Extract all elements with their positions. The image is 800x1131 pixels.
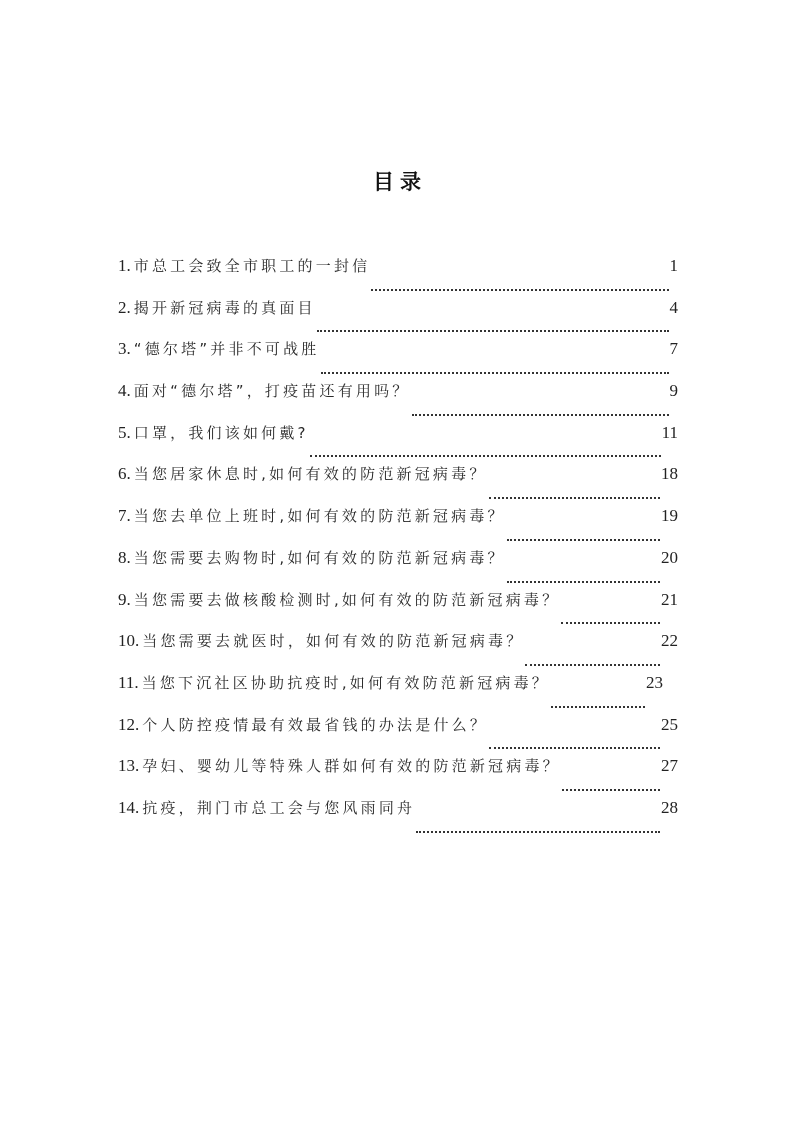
toc-entry-title: 当您下沉社区协助抗疫时,如何有效防范新冠病毒？ bbox=[141, 673, 550, 692]
dot-leader bbox=[525, 651, 660, 671]
toc-entry-page: 18 bbox=[661, 464, 678, 484]
toc-entry-4[interactable] bbox=[118, 379, 678, 421]
toc-entry-title: 当您需要去就医时，如何有效的防范新冠病毒？ bbox=[142, 632, 525, 651]
toc-entry-number: 2. bbox=[118, 297, 131, 317]
dot-leader bbox=[412, 401, 669, 421]
toc-entry-number: 9. bbox=[118, 589, 131, 609]
toc-entry-title: 抗疫，荆门市总工会与您风雨同舟 bbox=[142, 798, 416, 817]
dot-leader bbox=[507, 568, 660, 588]
toc-entry-10[interactable] bbox=[118, 629, 678, 671]
toc-entry-7[interactable] bbox=[118, 504, 678, 546]
toc-entry-12[interactable] bbox=[118, 713, 678, 755]
toc-entry-title: 当您去单位上班时,如何有效的防范新冠病毒？ bbox=[133, 507, 506, 526]
toc-entry-5[interactable] bbox=[118, 421, 678, 463]
dot-leader bbox=[310, 442, 661, 462]
dot-leader bbox=[561, 609, 660, 629]
toc-entry-page: 19 bbox=[661, 506, 678, 526]
toc-entry-title: 揭开新冠病毒的真面目 bbox=[133, 298, 316, 317]
toc-entry-page: 11 bbox=[661, 422, 678, 442]
toc-entry-9[interactable] bbox=[118, 588, 678, 630]
toc-entry-number: 10. bbox=[118, 631, 140, 651]
toc-entry-page: 28 bbox=[661, 797, 678, 817]
toc-entry-page: 21 bbox=[661, 589, 678, 609]
toc-entry-page: 7 bbox=[669, 339, 678, 359]
toc-entry-page: 22 bbox=[661, 631, 678, 651]
toc-entry-8[interactable] bbox=[118, 546, 678, 588]
toc-entry-number: 6. bbox=[118, 464, 131, 484]
toc-entry-number: 5. bbox=[118, 422, 131, 442]
table-of-contents bbox=[118, 254, 678, 838]
dot-leader bbox=[489, 484, 660, 504]
dot-leader bbox=[416, 818, 660, 838]
toc-title: 目录 bbox=[373, 170, 427, 194]
toc-entry-title: 当您居家休息时,如何有效的防范新冠病毒？ bbox=[133, 465, 488, 484]
dot-leader bbox=[551, 693, 645, 713]
toc-entry-1[interactable] bbox=[118, 254, 678, 296]
toc-entry-title: 面对“德尔塔”，打疫苗还有用吗？ bbox=[133, 382, 411, 401]
dot-leader bbox=[317, 317, 669, 337]
toc-entry-number: 12. bbox=[118, 714, 140, 734]
dot-leader bbox=[507, 526, 660, 546]
toc-entry-2[interactable] bbox=[118, 296, 678, 338]
toc-entry-title: 市总工会致全市职工的一封信 bbox=[133, 257, 371, 275]
toc-entry-title: 口罩，我们该如何戴? bbox=[133, 423, 309, 442]
toc-entry-page: 1 bbox=[669, 256, 678, 275]
toc-entry-page: 4 bbox=[669, 297, 678, 317]
dot-leader bbox=[489, 734, 660, 754]
toc-entry-title: 个人防控疫情最有效最省钱的办法是什么？ bbox=[142, 715, 489, 734]
toc-entry-page: 23 bbox=[646, 672, 663, 692]
toc-entry-14[interactable] bbox=[118, 796, 678, 838]
toc-entry-title: 当您需要去做核酸检测时,如何有效的防范新冠病毒？ bbox=[133, 590, 561, 609]
toc-entry-number: 1. bbox=[118, 256, 131, 275]
dot-leader bbox=[371, 276, 668, 296]
toc-entry-title: “德尔塔”并非不可战胜 bbox=[133, 340, 320, 359]
toc-entry-number: 7. bbox=[118, 506, 131, 526]
toc-entry-number: 4. bbox=[118, 381, 131, 401]
toc-entry-title: 当您需要去购物时,如何有效的防范新冠病毒？ bbox=[133, 548, 506, 567]
toc-entry-number: 8. bbox=[118, 547, 131, 567]
toc-entry-page: 20 bbox=[661, 547, 678, 567]
toc-entry-title: 孕妇、婴幼儿等特殊人群如何有效的防范新冠病毒？ bbox=[142, 757, 561, 776]
toc-entry-number: 3. bbox=[118, 339, 131, 359]
toc-entry-3[interactable] bbox=[118, 337, 678, 379]
toc-entry-6[interactable] bbox=[118, 462, 678, 504]
toc-entry-number: 13. bbox=[118, 756, 140, 776]
toc-entry-11[interactable] bbox=[118, 671, 663, 713]
toc-entry-page: 27 bbox=[661, 756, 678, 776]
toc-entry-number: 14. bbox=[118, 797, 140, 817]
toc-entry-page: 25 bbox=[661, 714, 678, 734]
toc-entry-page: 9 bbox=[669, 381, 678, 401]
toc-entry-number: 11. bbox=[118, 672, 139, 692]
dot-leader bbox=[562, 776, 660, 796]
dot-leader bbox=[321, 359, 669, 379]
toc-entry-13[interactable] bbox=[118, 754, 678, 796]
